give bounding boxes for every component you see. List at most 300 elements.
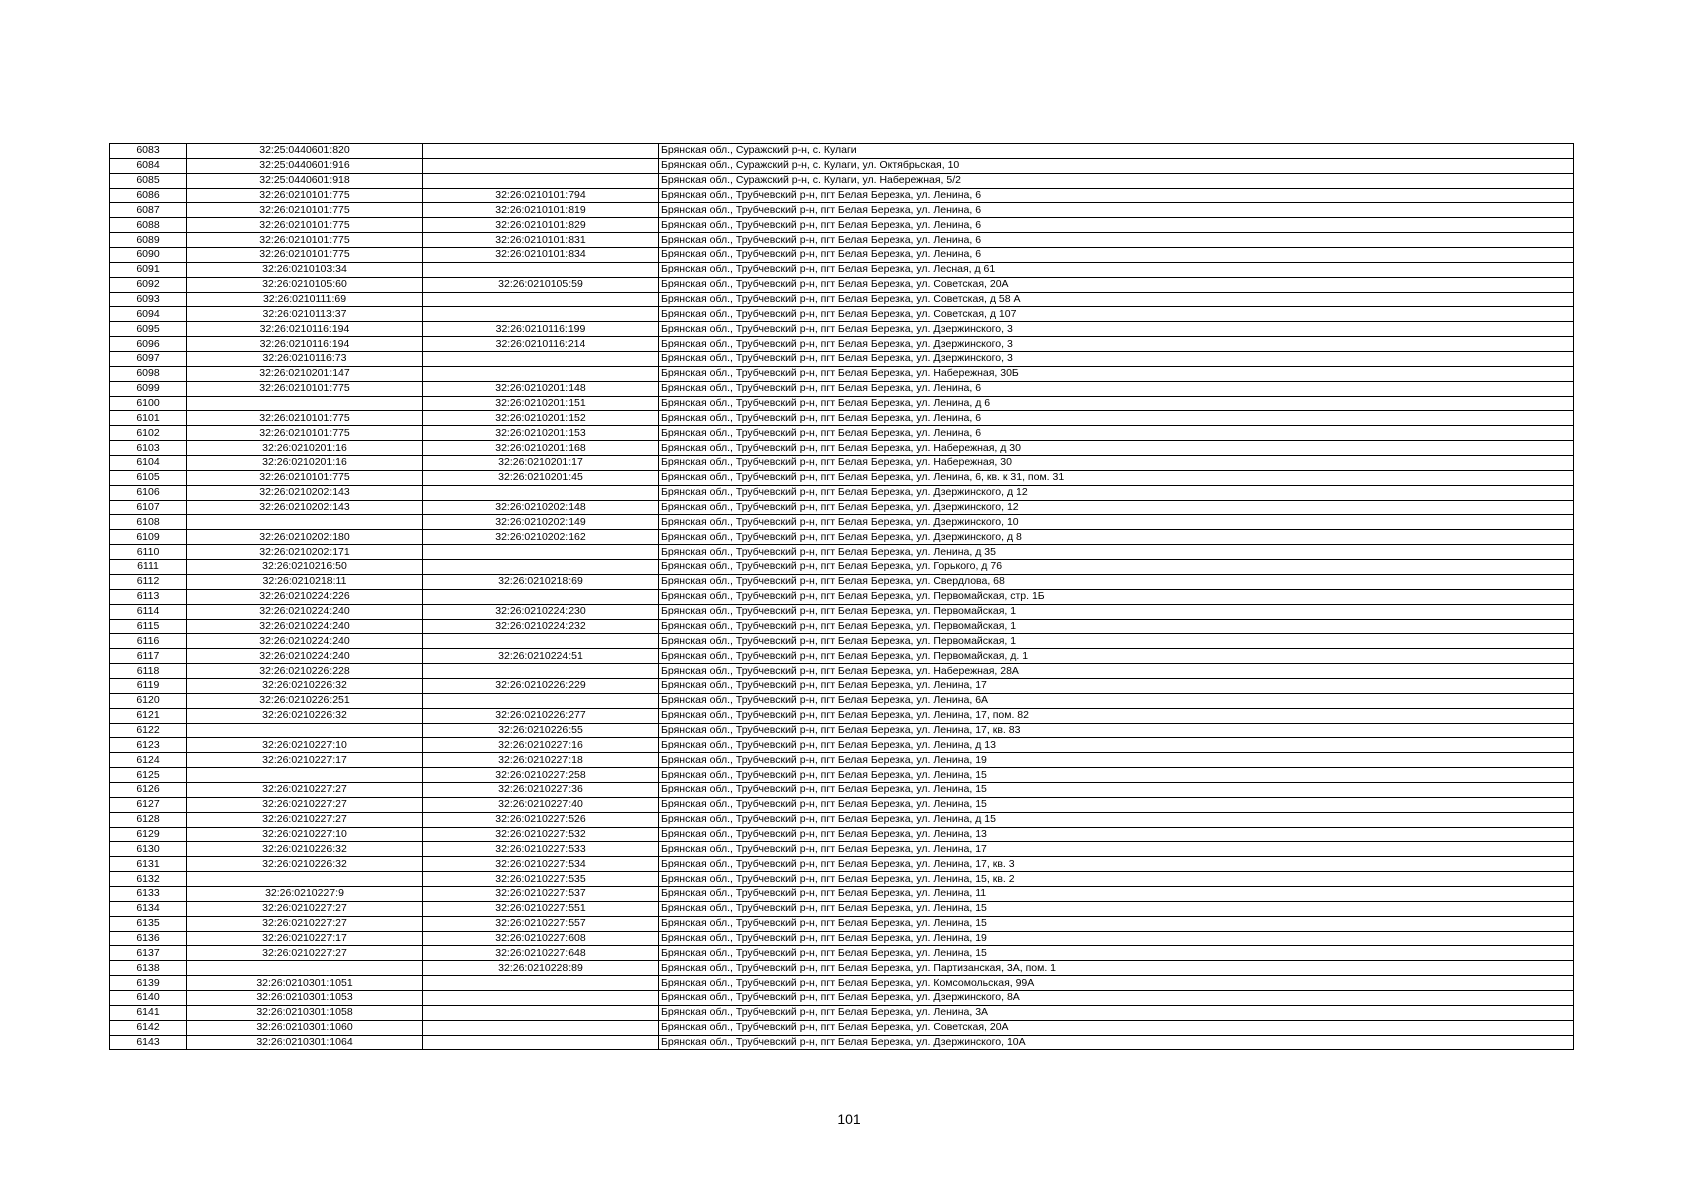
address-cell: Брянская обл., Трубчевский р-н, пгт Белая Березка, ул. Ленина, 6 xyxy=(659,248,1574,263)
table-row xyxy=(110,1020,1574,1035)
row-number-cell: 6100 xyxy=(110,396,187,411)
address-cell: Брянская обл., Трубчевский р-н, пгт Белая Березка, ул. Ленина, 6 xyxy=(659,381,1574,396)
address-cell: Брянская обл., Трубчевский р-н, пгт Белая Березка, ул. Советская, д 107 xyxy=(659,307,1574,322)
related-cadastral-number-cell xyxy=(423,545,659,560)
table-row xyxy=(110,753,1574,768)
table-row xyxy=(110,173,1574,188)
row-number-cell: 6114 xyxy=(110,604,187,619)
related-cadastral-number-cell: 32:26:0210226:277 xyxy=(423,708,659,723)
address-cell: Брянская обл., Трубчевский р-н, пгт Белая Березка, ул. Ленина, 15, кв. 2 xyxy=(659,872,1574,887)
related-cadastral-number-cell xyxy=(423,664,659,679)
related-cadastral-number-cell: 32:26:0210202:149 xyxy=(423,515,659,530)
cadastral-number-cell xyxy=(187,515,423,530)
address-cell: Брянская обл., Трубчевский р-н, пгт Белая Березка, ул. Ленина, 17 xyxy=(659,842,1574,857)
related-cadastral-number-cell xyxy=(423,589,659,604)
cadastral-number-cell: 32:26:0210116:194 xyxy=(187,322,423,337)
row-number-cell: 6094 xyxy=(110,307,187,322)
cadastral-number-cell: 32:26:0210111:69 xyxy=(187,292,423,307)
row-number-cell: 6115 xyxy=(110,619,187,634)
related-cadastral-number-cell: 32:26:0210224:230 xyxy=(423,604,659,619)
table-row xyxy=(110,827,1574,842)
address-cell: Брянская обл., Трубчевский р-н, пгт Белая Березка, ул. Дзержинского, д 8 xyxy=(659,530,1574,545)
table-row xyxy=(110,441,1574,456)
row-number-cell: 6089 xyxy=(110,233,187,248)
related-cadastral-number-cell xyxy=(423,560,659,575)
cadastral-number-cell: 32:26:0210101:775 xyxy=(187,381,423,396)
related-cadastral-number-cell: 32:26:0210116:214 xyxy=(423,337,659,352)
related-cadastral-number-cell: 32:26:0210201:17 xyxy=(423,456,659,471)
cadastral-number-cell: 32:26:0210201:16 xyxy=(187,441,423,456)
related-cadastral-number-cell: 32:26:0210202:162 xyxy=(423,530,659,545)
table-row xyxy=(110,218,1574,233)
table-row xyxy=(110,574,1574,589)
cadastral-number-cell xyxy=(187,396,423,411)
cadastral-number-cell: 32:26:0210202:143 xyxy=(187,500,423,515)
table-row xyxy=(110,545,1574,560)
related-cadastral-number-cell xyxy=(423,1035,659,1050)
table-row xyxy=(110,1035,1574,1050)
table-row xyxy=(110,678,1574,693)
row-number-cell: 6101 xyxy=(110,411,187,426)
address-cell: Брянская обл., Трубчевский р-н, пгт Белая Березка, ул. Ленина, 6 xyxy=(659,411,1574,426)
table-row xyxy=(110,352,1574,367)
related-cadastral-number-cell: 32:26:0210228:89 xyxy=(423,961,659,976)
table-row xyxy=(110,976,1574,991)
related-cadastral-number-cell: 32:26:0210201:151 xyxy=(423,396,659,411)
table-row xyxy=(110,990,1574,1005)
table-row xyxy=(110,188,1574,203)
cadastral-number-cell xyxy=(187,768,423,783)
cadastral-number-cell: 32:26:0210202:143 xyxy=(187,485,423,500)
related-cadastral-number-cell: 32:26:0210201:148 xyxy=(423,381,659,396)
cadastral-number-cell: 32:26:0210116:73 xyxy=(187,352,423,367)
row-number-cell: 6127 xyxy=(110,797,187,812)
address-cell: Брянская обл., Трубчевский р-н, пгт Белая Березка, ул. Ленина, 3А xyxy=(659,1005,1574,1020)
related-cadastral-number-cell: 32:26:0210227:40 xyxy=(423,797,659,812)
related-cadastral-number-cell xyxy=(423,1020,659,1035)
row-number-cell: 6083 xyxy=(110,144,187,159)
related-cadastral-number-cell: 32:26:0210227:532 xyxy=(423,827,659,842)
row-number-cell: 6092 xyxy=(110,277,187,292)
cadastral-number-cell: 32:26:0210202:180 xyxy=(187,530,423,545)
cadastral-number-cell: 32:26:0210218:11 xyxy=(187,574,423,589)
table-row xyxy=(110,515,1574,530)
row-number-cell: 6091 xyxy=(110,262,187,277)
table-row xyxy=(110,277,1574,292)
cadastral-number-cell: 32:26:0210227:10 xyxy=(187,827,423,842)
table-row xyxy=(110,322,1574,337)
row-number-cell: 6096 xyxy=(110,337,187,352)
related-cadastral-number-cell: 32:26:0210201:45 xyxy=(423,470,659,485)
cadastral-number-cell: 32:26:0210227:27 xyxy=(187,812,423,827)
address-cell: Брянская обл., Трубчевский р-н, пгт Белая Березка, ул. Ленина, 15 xyxy=(659,782,1574,797)
related-cadastral-number-cell: 32:26:0210227:258 xyxy=(423,768,659,783)
address-cell: Брянская обл., Трубчевский р-н, пгт Белая Березка, ул. Советская, 20А xyxy=(659,1020,1574,1035)
related-cadastral-number-cell xyxy=(423,693,659,708)
cadastral-number-cell: 32:26:0210101:775 xyxy=(187,233,423,248)
table-row xyxy=(110,723,1574,738)
address-cell: Брянская обл., Трубчевский р-н, пгт Белая Березка, ул. Ленина, д 35 xyxy=(659,545,1574,560)
table-row xyxy=(110,470,1574,485)
table-row xyxy=(110,530,1574,545)
row-number-cell: 6126 xyxy=(110,782,187,797)
row-number-cell: 6140 xyxy=(110,990,187,1005)
address-cell: Брянская обл., Трубчевский р-н, пгт Белая Березка, ул. Набережная, 30 xyxy=(659,456,1574,471)
row-number-cell: 6105 xyxy=(110,470,187,485)
related-cadastral-number-cell xyxy=(423,144,659,159)
row-number-cell: 6125 xyxy=(110,768,187,783)
address-cell: Брянская обл., Трубчевский р-н, пгт Белая Березка, ул. Ленина, 19 xyxy=(659,753,1574,768)
related-cadastral-number-cell xyxy=(423,976,659,991)
cadastral-number-cell: 32:26:0210226:251 xyxy=(187,693,423,708)
row-number-cell: 6113 xyxy=(110,589,187,604)
row-number-cell: 6122 xyxy=(110,723,187,738)
related-cadastral-number-cell: 32:26:0210226:55 xyxy=(423,723,659,738)
row-number-cell: 6130 xyxy=(110,842,187,857)
cadastral-number-cell: 32:26:0210224:240 xyxy=(187,604,423,619)
related-cadastral-number-cell: 32:26:0210218:69 xyxy=(423,574,659,589)
address-cell: Брянская обл., Трубчевский р-н, пгт Белая Березка, ул. Первомайская, стр. 1Б xyxy=(659,589,1574,604)
table-row xyxy=(110,366,1574,381)
address-cell: Брянская обл., Трубчевский р-н, пгт Белая Березка, ул. Первомайская, 1 xyxy=(659,619,1574,634)
address-cell: Брянская обл., Трубчевский р-н, пгт Белая Березка, ул. Комсомольская, 99А xyxy=(659,976,1574,991)
address-cell: Брянская обл., Трубчевский р-н, пгт Белая Березка, ул. Ленина, 6 xyxy=(659,203,1574,218)
cadastral-number-cell: 32:26:0210101:775 xyxy=(187,218,423,233)
related-cadastral-number-cell: 32:26:0210101:819 xyxy=(423,203,659,218)
table-row xyxy=(110,664,1574,679)
address-cell: Брянская обл., Трубчевский р-н, пгт Белая Березка, ул. Первомайская, д. 1 xyxy=(659,649,1574,664)
cadastral-number-cell: 32:26:0210226:228 xyxy=(187,664,423,679)
table-row xyxy=(110,381,1574,396)
row-number-cell: 6102 xyxy=(110,426,187,441)
table-row xyxy=(110,396,1574,411)
row-number-cell: 6120 xyxy=(110,693,187,708)
row-number-cell: 6084 xyxy=(110,158,187,173)
row-number-cell: 6116 xyxy=(110,634,187,649)
row-number-cell: 6090 xyxy=(110,248,187,263)
cadastral-number-cell: 32:26:0210101:775 xyxy=(187,203,423,218)
related-cadastral-number-cell: 32:26:0210227:537 xyxy=(423,886,659,901)
related-cadastral-number-cell xyxy=(423,292,659,307)
address-cell: Брянская обл., Трубчевский р-н, пгт Белая Березка, ул. Ленина, 19 xyxy=(659,931,1574,946)
related-cadastral-number-cell: 32:26:0210227:551 xyxy=(423,901,659,916)
address-cell: Брянская обл., Трубчевский р-н, пгт Белая Березка, ул. Партизанская, 3А, пом. 1 xyxy=(659,961,1574,976)
table-row xyxy=(110,708,1574,723)
related-cadastral-number-cell xyxy=(423,158,659,173)
table-row xyxy=(110,797,1574,812)
related-cadastral-number-cell: 32:26:0210227:533 xyxy=(423,842,659,857)
address-cell: Брянская обл., Трубчевский р-н, пгт Белая Березка, ул. Дзержинского, 3 xyxy=(659,352,1574,367)
address-cell: Брянская обл., Трубчевский р-н, пгт Белая Березка, ул. Ленина, 6, кв. к 31, пом. 31 xyxy=(659,470,1574,485)
table-row xyxy=(110,619,1574,634)
related-cadastral-number-cell: 32:26:0210226:229 xyxy=(423,678,659,693)
table-row xyxy=(110,292,1574,307)
cadastral-number-cell: 32:26:0210226:32 xyxy=(187,708,423,723)
related-cadastral-number-cell: 32:26:0210101:834 xyxy=(423,248,659,263)
cadastral-number-cell: 32:26:0210226:32 xyxy=(187,842,423,857)
row-number-cell: 6095 xyxy=(110,322,187,337)
address-cell: Брянская обл., Трубчевский р-н, пгт Белая Березка, ул. Ленина, 17, кв. 3 xyxy=(659,857,1574,872)
cadastral-number-cell xyxy=(187,872,423,887)
row-number-cell: 6119 xyxy=(110,678,187,693)
address-cell: Брянская обл., Трубчевский р-н, пгт Белая Березка, ул. Набережная, д 30 xyxy=(659,441,1574,456)
cadastral-number-cell: 32:26:0210101:775 xyxy=(187,426,423,441)
related-cadastral-number-cell xyxy=(423,307,659,322)
table-row xyxy=(110,158,1574,173)
cadastral-number-cell: 32:26:0210116:194 xyxy=(187,337,423,352)
table-row xyxy=(110,634,1574,649)
row-number-cell: 6104 xyxy=(110,456,187,471)
related-cadastral-number-cell: 32:26:0210224:51 xyxy=(423,649,659,664)
address-cell: Брянская обл., Трубчевский р-н, пгт Белая Березка, ул. Свердлова, 68 xyxy=(659,574,1574,589)
related-cadastral-number-cell: 32:26:0210227:16 xyxy=(423,738,659,753)
row-number-cell: 6137 xyxy=(110,946,187,961)
table-row xyxy=(110,857,1574,872)
address-cell: Брянская обл., Трубчевский р-н, пгт Белая Березка, ул. Ленина, 15 xyxy=(659,946,1574,961)
row-number-cell: 6139 xyxy=(110,976,187,991)
address-cell: Брянская обл., Трубчевский р-н, пгт Белая Березка, ул. Ленина, 17, пом. 82 xyxy=(659,708,1574,723)
row-number-cell: 6117 xyxy=(110,649,187,664)
row-number-cell: 6128 xyxy=(110,812,187,827)
address-cell: Брянская обл., Трубчевский р-н, пгт Белая Березка, ул. Ленина, 17, кв. 83 xyxy=(659,723,1574,738)
related-cadastral-number-cell: 32:26:0210116:199 xyxy=(423,322,659,337)
address-cell: Брянская обл., Трубчевский р-н, пгт Белая Березка, ул. Ленина, 15 xyxy=(659,797,1574,812)
row-number-cell: 6111 xyxy=(110,560,187,575)
table-row xyxy=(110,485,1574,500)
row-number-cell: 6097 xyxy=(110,352,187,367)
table-row xyxy=(110,886,1574,901)
table-row xyxy=(110,872,1574,887)
row-number-cell: 6093 xyxy=(110,292,187,307)
cadastral-number-cell: 32:26:0210227:10 xyxy=(187,738,423,753)
table-row xyxy=(110,782,1574,797)
row-number-cell: 6099 xyxy=(110,381,187,396)
address-cell: Брянская обл., Трубчевский р-н, пгт Белая Березка, ул. Ленина, 6 xyxy=(659,188,1574,203)
address-cell: Брянская обл., Трубчевский р-н, пгт Белая Березка, ул. Советская, 20А xyxy=(659,277,1574,292)
table-row xyxy=(110,931,1574,946)
related-cadastral-number-cell: 32:26:0210227:18 xyxy=(423,753,659,768)
cadastral-number-cell: 32:26:0210227:27 xyxy=(187,901,423,916)
row-number-cell: 6142 xyxy=(110,1020,187,1035)
cadastral-number-cell: 32:26:0210301:1058 xyxy=(187,1005,423,1020)
cadastral-number-cell: 32:25:0440601:918 xyxy=(187,173,423,188)
table-row xyxy=(110,768,1574,783)
cadastral-number-cell: 32:26:0210301:1051 xyxy=(187,976,423,991)
table-row xyxy=(110,812,1574,827)
related-cadastral-number-cell xyxy=(423,990,659,1005)
row-number-cell: 6124 xyxy=(110,753,187,768)
address-cell: Брянская обл., Трубчевский р-н, пгт Белая Березка, ул. Набережная, 28А xyxy=(659,664,1574,679)
address-cell: Брянская обл., Трубчевский р-н, пгт Белая Березка, ул. Дзержинского, д 12 xyxy=(659,485,1574,500)
table-row xyxy=(110,144,1574,159)
related-cadastral-number-cell: 32:26:0210227:534 xyxy=(423,857,659,872)
address-cell: Брянская обл., Суражский р-н, с. Кулаги xyxy=(659,144,1574,159)
table-row xyxy=(110,649,1574,664)
address-cell: Брянская обл., Трубчевский р-н, пгт Белая Березка, ул. Советская, д 58 А xyxy=(659,292,1574,307)
related-cadastral-number-cell: 32:26:0210201:168 xyxy=(423,441,659,456)
cadastral-number-cell: 32:26:0210224:226 xyxy=(187,589,423,604)
related-cadastral-number-cell: 32:26:0210227:608 xyxy=(423,931,659,946)
related-cadastral-number-cell: 32:26:0210227:648 xyxy=(423,946,659,961)
address-cell: Брянская обл., Трубчевский р-н, пгт Белая Березка, ул. Ленина, 15 xyxy=(659,916,1574,931)
row-number-cell: 6108 xyxy=(110,515,187,530)
related-cadastral-number-cell xyxy=(423,1005,659,1020)
table-row xyxy=(110,203,1574,218)
table-row xyxy=(110,604,1574,619)
row-number-cell: 6098 xyxy=(110,366,187,381)
cadastral-number-cell: 32:26:0210226:32 xyxy=(187,857,423,872)
address-cell: Брянская обл., Трубчевский р-н, пгт Белая Березка, ул. Лесная, д 61 xyxy=(659,262,1574,277)
row-number-cell: 6106 xyxy=(110,485,187,500)
address-cell: Брянская обл., Суражский р-н, с. Кулаги, ул. Октябрьская, 10 xyxy=(659,158,1574,173)
related-cadastral-number-cell xyxy=(423,485,659,500)
cadastral-number-cell: 32:26:0210101:775 xyxy=(187,411,423,426)
address-cell: Брянская обл., Трубчевский р-н, пгт Белая Березка, ул. Ленина, 15 xyxy=(659,901,1574,916)
table-row xyxy=(110,456,1574,471)
cadastral-number-cell: 32:26:0210227:27 xyxy=(187,782,423,797)
address-cell: Брянская обл., Трубчевский р-н, пгт Белая Березка, ул. Первомайская, 1 xyxy=(659,604,1574,619)
row-number-cell: 6132 xyxy=(110,872,187,887)
table-row xyxy=(110,411,1574,426)
row-number-cell: 6123 xyxy=(110,738,187,753)
row-number-cell: 6088 xyxy=(110,218,187,233)
row-number-cell: 6110 xyxy=(110,545,187,560)
table-row xyxy=(110,901,1574,916)
related-cadastral-number-cell: 32:26:0210101:831 xyxy=(423,233,659,248)
table-row xyxy=(110,426,1574,441)
related-cadastral-number-cell: 32:26:0210227:36 xyxy=(423,782,659,797)
row-number-cell: 6134 xyxy=(110,901,187,916)
row-number-cell: 6131 xyxy=(110,857,187,872)
related-cadastral-number-cell: 32:26:0210202:148 xyxy=(423,500,659,515)
cadastral-number-cell: 32:26:0210202:171 xyxy=(187,545,423,560)
cadastral-number-cell: 32:26:0210113:37 xyxy=(187,307,423,322)
page-number: 101 xyxy=(837,1111,861,1127)
related-cadastral-number-cell xyxy=(423,366,659,381)
related-cadastral-number-cell: 32:26:0210227:526 xyxy=(423,812,659,827)
address-cell: Брянская обл., Трубчевский р-н, пгт Белая Березка, ул. Ленина, 6 xyxy=(659,218,1574,233)
cadastral-number-cell: 32:26:0210201:16 xyxy=(187,456,423,471)
row-number-cell: 6109 xyxy=(110,530,187,545)
related-cadastral-number-cell xyxy=(423,173,659,188)
cadastral-number-cell: 32:26:0210101:775 xyxy=(187,188,423,203)
cadastral-number-cell: 32:26:0210227:27 xyxy=(187,916,423,931)
cadastral-number-cell xyxy=(187,961,423,976)
cadastral-number-cell: 32:26:0210224:240 xyxy=(187,619,423,634)
cadastral-number-cell: 32:26:0210226:32 xyxy=(187,678,423,693)
cadastral-number-cell: 32:26:0210301:1060 xyxy=(187,1020,423,1035)
cadastral-number-cell: 32:26:0210103:34 xyxy=(187,262,423,277)
address-cell: Брянская обл., Трубчевский р-н, пгт Белая Березка, ул. Ленина, д 15 xyxy=(659,812,1574,827)
row-number-cell: 6086 xyxy=(110,188,187,203)
table-row xyxy=(110,946,1574,961)
row-number-cell: 6118 xyxy=(110,664,187,679)
address-cell: Брянская обл., Трубчевский р-н, пгт Белая Березка, ул. Ленина, 15 xyxy=(659,768,1574,783)
table-row xyxy=(110,337,1574,352)
row-number-cell: 6138 xyxy=(110,961,187,976)
address-cell: Брянская обл., Трубчевский р-н, пгт Белая Березка, ул. Дзержинского, 3 xyxy=(659,337,1574,352)
table-row xyxy=(110,248,1574,263)
cadastral-number-cell: 32:26:0210201:147 xyxy=(187,366,423,381)
related-cadastral-number-cell: 32:26:0210201:152 xyxy=(423,411,659,426)
row-number-cell: 6085 xyxy=(110,173,187,188)
table-row xyxy=(110,560,1574,575)
table-row xyxy=(110,233,1574,248)
table-row xyxy=(110,738,1574,753)
related-cadastral-number-cell: 32:26:0210224:232 xyxy=(423,619,659,634)
related-cadastral-number-cell xyxy=(423,352,659,367)
cadastral-number-cell: 32:26:0210224:240 xyxy=(187,649,423,664)
cadastral-number-cell: 32:26:0210227:9 xyxy=(187,886,423,901)
address-cell: Брянская обл., Трубчевский р-н, пгт Белая Березка, ул. Дзержинского, 3 xyxy=(659,322,1574,337)
cadastral-number-cell: 32:26:0210227:17 xyxy=(187,931,423,946)
table-row xyxy=(110,307,1574,322)
related-cadastral-number-cell: 32:26:0210201:153 xyxy=(423,426,659,441)
related-cadastral-number-cell xyxy=(423,634,659,649)
cadastral-number-cell: 32:26:0210301:1053 xyxy=(187,990,423,1005)
address-cell: Брянская обл., Трубчевский р-н, пгт Белая Березка, ул. Первомайская, 1 xyxy=(659,634,1574,649)
cadastral-number-cell: 32:26:0210105:60 xyxy=(187,277,423,292)
address-cell: Брянская обл., Суражский р-н, с. Кулаги, ул. Набережная, 5/2 xyxy=(659,173,1574,188)
address-cell: Брянская обл., Трубчевский р-н, пгт Белая Березка, ул. Набережная, 30Б xyxy=(659,366,1574,381)
address-cell: Брянская обл., Трубчевский р-н, пгт Белая Березка, ул. Горького, д 76 xyxy=(659,560,1574,575)
table-row xyxy=(110,693,1574,708)
related-cadastral-number-cell: 32:26:0210227:535 xyxy=(423,872,659,887)
table-row xyxy=(110,961,1574,976)
row-number-cell: 6129 xyxy=(110,827,187,842)
cadastral-number-cell: 32:26:0210301:1064 xyxy=(187,1035,423,1050)
cadastral-number-cell: 32:26:0210216:50 xyxy=(187,560,423,575)
address-cell: Брянская обл., Трубчевский р-н, пгт Белая Березка, ул. Ленина, 6А xyxy=(659,693,1574,708)
cadastral-number-cell: 32:26:0210227:27 xyxy=(187,797,423,812)
related-cadastral-number-cell: 32:26:0210101:794 xyxy=(423,188,659,203)
related-cadastral-number-cell xyxy=(423,262,659,277)
related-cadastral-number-cell: 32:26:0210227:557 xyxy=(423,916,659,931)
registry-table-body xyxy=(110,144,1574,1050)
address-cell: Брянская обл., Трубчевский р-н, пгт Белая Березка, ул. Дзержинского, 10А xyxy=(659,1035,1574,1050)
row-number-cell: 6103 xyxy=(110,441,187,456)
address-cell: Брянская обл., Трубчевский р-н, пгт Белая Березка, ул. Ленина, 11 xyxy=(659,886,1574,901)
cadastral-number-cell: 32:26:0210101:775 xyxy=(187,248,423,263)
row-number-cell: 6133 xyxy=(110,886,187,901)
row-number-cell: 6121 xyxy=(110,708,187,723)
cadastral-number-cell: 32:26:0210227:17 xyxy=(187,753,423,768)
row-number-cell: 6135 xyxy=(110,916,187,931)
table-row xyxy=(110,262,1574,277)
row-number-cell: 6136 xyxy=(110,931,187,946)
related-cadastral-number-cell: 32:26:0210105:59 xyxy=(423,277,659,292)
address-cell: Брянская обл., Трубчевский р-н, пгт Белая Березка, ул. Дзержинского, 12 xyxy=(659,500,1574,515)
cadastral-number-cell: 32:26:0210101:775 xyxy=(187,470,423,485)
address-cell: Брянская обл., Трубчевский р-н, пгт Белая Березка, ул. Ленина, 13 xyxy=(659,827,1574,842)
address-cell: Брянская обл., Трубчевский р-н, пгт Белая Березка, ул. Ленина, д 13 xyxy=(659,738,1574,753)
address-cell: Брянская обл., Трубчевский р-н, пгт Белая Березка, ул. Ленина, 17 xyxy=(659,678,1574,693)
row-number-cell: 6107 xyxy=(110,500,187,515)
cadastral-number-cell: 32:25:0440601:820 xyxy=(187,144,423,159)
address-cell: Брянская обл., Трубчевский р-н, пгт Белая Березка, ул. Ленина, д 6 xyxy=(659,396,1574,411)
table-row xyxy=(110,1005,1574,1020)
table-row xyxy=(110,916,1574,931)
property-registry-table xyxy=(109,143,1574,1050)
address-cell: Брянская обл., Трубчевский р-н, пгт Белая Березка, ул. Дзержинского, 10 xyxy=(659,515,1574,530)
table-row xyxy=(110,842,1574,857)
table-row xyxy=(110,500,1574,515)
row-number-cell: 6143 xyxy=(110,1035,187,1050)
address-cell: Брянская обл., Трубчевский р-н, пгт Белая Березка, ул. Дзержинского, 8А xyxy=(659,990,1574,1005)
cadastral-number-cell xyxy=(187,723,423,738)
address-cell: Брянская обл., Трубчевский р-н, пгт Белая Березка, ул. Ленина, 6 xyxy=(659,233,1574,248)
cadastral-number-cell: 32:26:0210224:240 xyxy=(187,634,423,649)
